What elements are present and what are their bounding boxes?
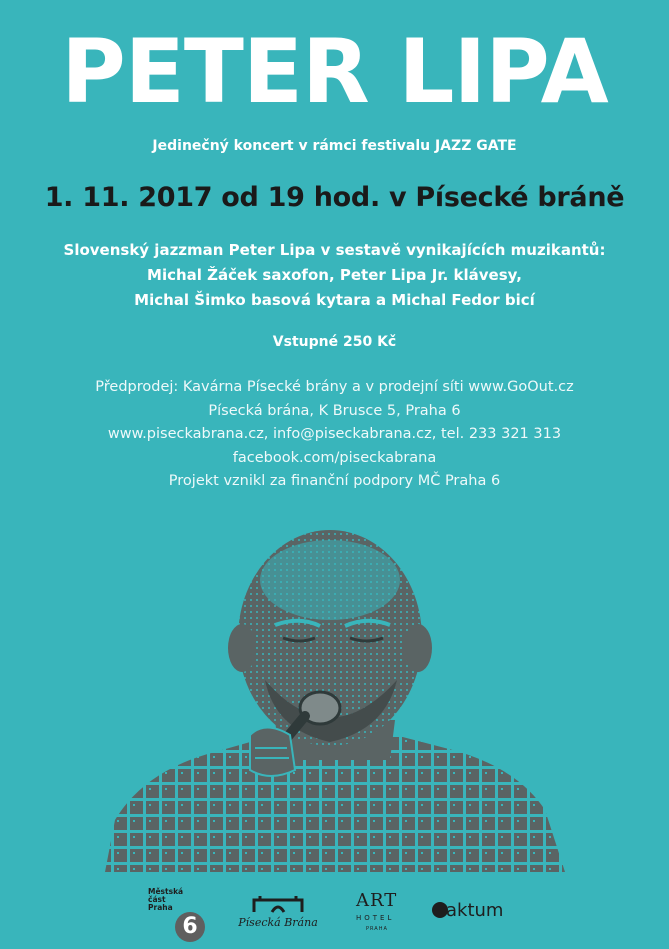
praha6-label: Městská část Praha: [148, 887, 184, 912]
gate-icon: [250, 894, 306, 914]
aktum-logo: [432, 900, 522, 926]
presale-line: Předprodej: Kavárna Písecké brány a v prodejní síti www.GoOut.cz: [95, 379, 574, 395]
art-hotel-main: ART: [356, 890, 398, 911]
poster-title: PETER LIPA: [61, 20, 608, 123]
art-hotel-sub: HOTEL: [356, 914, 395, 922]
art-hotel-logo: [352, 888, 408, 940]
festival-subtitle: Jedinečný koncert v rámci festivalu JAZZ GATE: [152, 138, 517, 154]
facebook-line: facebook.com/piseckabrana: [232, 449, 437, 466]
funding-line: Projekt vznikl za finanční podpory MČ Praha 6: [168, 473, 501, 489]
contact-line: www.piseckabrana.cz, info@piseckabrana.cz, tel. 233 321 313: [107, 426, 562, 442]
pisecka-brana-label: Písecká Brána: [238, 916, 318, 929]
praha6-number: 6: [175, 912, 205, 942]
lineup-line: Michal Žáček saxofon, Peter Lipa Jr. klávesy,: [147, 266, 522, 284]
info-block: [0, 376, 669, 494]
lineup-line: Michal Šimko basová kytara a Michal Fedor bicí: [134, 291, 535, 309]
singer-portrait-illustration: [105, 520, 565, 872]
lineup-block: [0, 238, 669, 313]
lineup-line: Slovenský jazzman Peter Lipa v sestavě vynikajících muzikantů:: [63, 241, 606, 259]
pisecka-brana-logo: [228, 894, 328, 934]
art-hotel-city: PRAHA: [366, 926, 388, 932]
date-venue-line: 1. 11. 2017 od 19 hod. v Písecké bráně: [44, 182, 625, 213]
praha6-logo: [148, 888, 206, 940]
aktum-label: aktum: [446, 900, 504, 921]
ticket-price: Vstupné 250 Kč: [272, 334, 397, 350]
address-line: Písecká brána, K Brusce 5, Praha 6: [208, 402, 461, 419]
sponsor-logos: [0, 880, 669, 949]
